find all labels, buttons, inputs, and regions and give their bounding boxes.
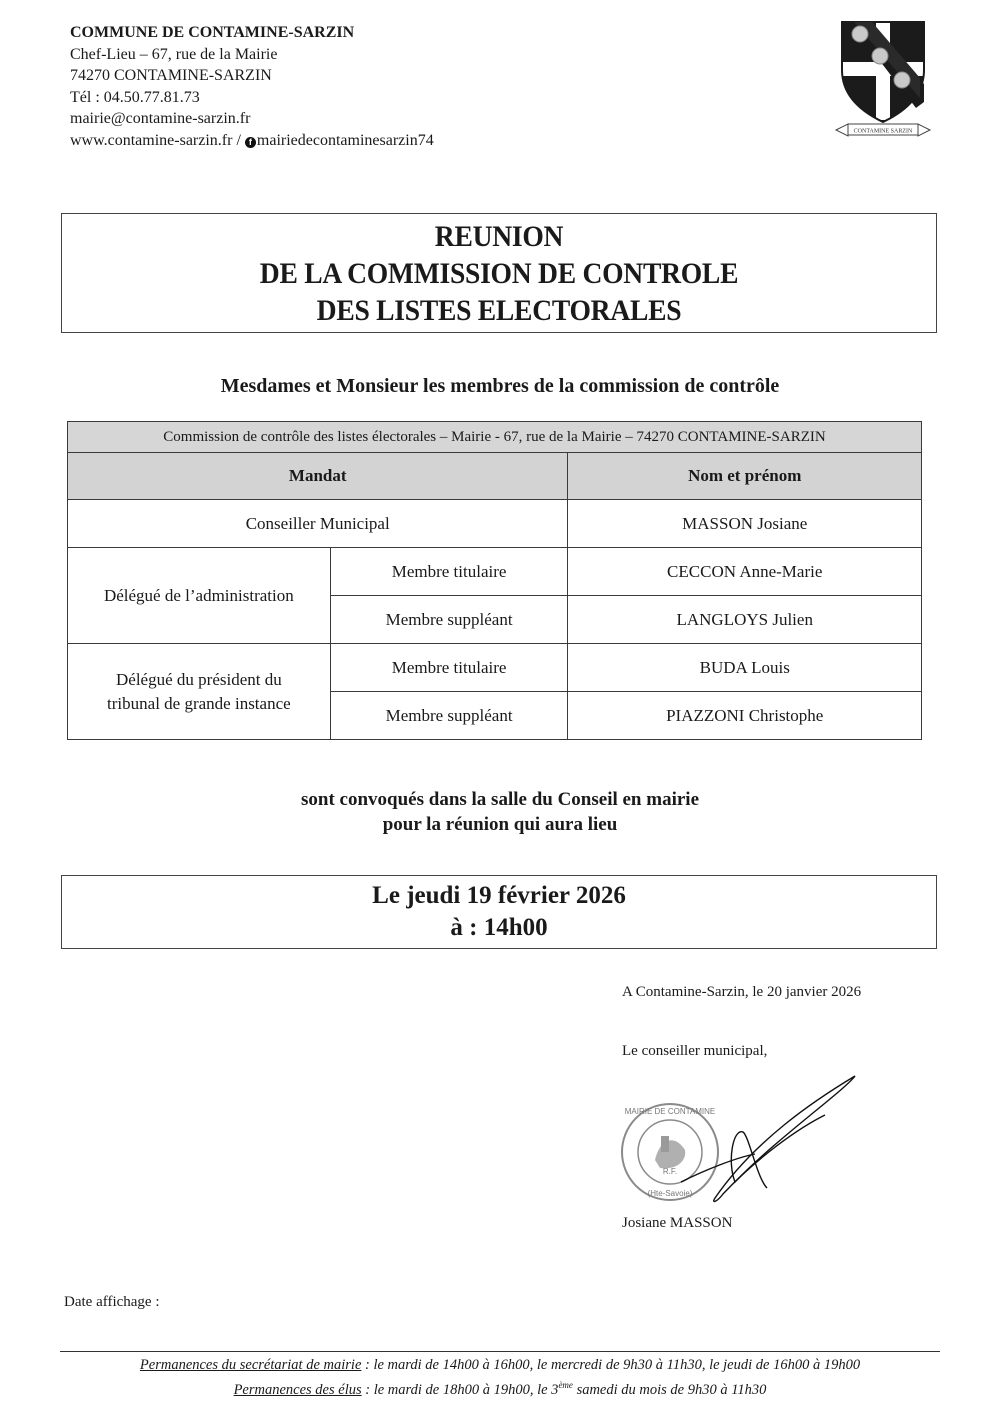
convene-text — [0, 787, 1000, 837]
cell-role: Membre suppléant — [330, 692, 568, 740]
meeting-box — [61, 875, 937, 949]
table-row — [68, 500, 922, 548]
cell-role: Membre suppléant — [330, 596, 568, 644]
svg-text:MAIRIE DE CONTAMINE: MAIRIE DE CONTAMINE — [624, 1107, 716, 1116]
place-date: A Contamine-Sarzin, le 20 janvier 2026 — [622, 984, 862, 1000]
cell-role: Membre titulaire — [330, 644, 568, 692]
cell-mandat-group — [68, 644, 331, 740]
footer-secretariat-hours: : le mardi de 14h00 à 16h00, le mercredi de 9h30 à 11h30, le jeudi de 16h00 à 19h00 — [361, 1357, 861, 1373]
web-line — [70, 130, 434, 152]
table-caption-row — [68, 422, 922, 453]
members-table — [67, 421, 922, 740]
cell-nom: PIAZZONI Christophe — [568, 692, 922, 740]
addressee: Mesdames et Monsieur les membres de la commission de contrôle — [220, 375, 780, 397]
signer-name: Josiane MASSON — [622, 1215, 733, 1231]
seal-center-text: R.F. — [662, 1167, 678, 1176]
cell-role: Membre titulaire — [330, 548, 568, 596]
commune-name: COMMUNE DE CONTAMINE-SARZIN — [70, 24, 355, 41]
table-row — [68, 644, 922, 692]
title-box — [61, 213, 937, 333]
cell-mandat-group: Délégué de l’administration — [68, 548, 331, 644]
footer-elus-label: Permanences des élus — [233, 1381, 362, 1398]
address-line2: 74270 CONTAMINE-SARZIN — [70, 67, 272, 84]
cell-nom: LANGLOYS Julien — [568, 596, 922, 644]
coat-of-arms-icon — [828, 18, 938, 138]
group2-label-line1: Délégué du président du — [116, 669, 282, 689]
table-row — [68, 548, 922, 596]
table-caption: Commission de contrôle des listes électorales – Mairie - 67, rue de la Mairie – 74270 CONTAMINE-SARZIN — [68, 422, 922, 453]
header-mandat: Mandat — [68, 453, 568, 500]
title-line3: DES LISTES ELECTORALES — [316, 294, 682, 327]
crest-ribbon-text: CONTAMINE SARZIN — [853, 128, 913, 135]
meeting-date: Le jeudi 19 février 2026 — [372, 882, 626, 909]
footer-elus-hours-b: samedi du mois de 9h30 à 11h30 — [572, 1381, 767, 1398]
footer-secretariat-label: Permanences du secrétariat de mairie — [139, 1357, 362, 1373]
address-line1: Chef-Lieu – 67, rue de la Mairie — [70, 45, 278, 63]
footer-elus-hours-a: : le mardi de 18h00 à 19h00, le 3 — [361, 1381, 559, 1398]
email-link[interactable]: mairie@contamine-sarzin.fr — [70, 110, 251, 127]
footer-line1 — [0, 1355, 1000, 1375]
posted-date-label: Date affichage : — [64, 1294, 160, 1310]
meeting-time: à : 14h00 — [450, 914, 548, 941]
seal-stamp-icon — [622, 1104, 718, 1200]
phone: Tél : 04.50.77.81.73 — [70, 88, 200, 106]
footer-line2 — [0, 1375, 1000, 1400]
cell-nom: CECCON Anne-Marie — [568, 548, 922, 596]
letterhead — [70, 22, 434, 151]
cell-mandat: Conseiller Municipal — [68, 500, 568, 548]
convene-line2: pour la réunion qui aura lieu — [382, 814, 618, 835]
title-line2: DE LA COMMISSION DE CONTROLE — [259, 257, 739, 290]
website-link[interactable]: www.contamine-sarzin.fr / — [70, 131, 245, 149]
group2-label-line2: tribunal de grande instance — [107, 693, 291, 713]
facebook-handle[interactable]: mairiedecontaminesarzin74 — [256, 131, 434, 149]
header-nom: Nom et prénom — [568, 453, 922, 500]
convene-line1: sont convoqués dans la salle du Conseil en mairie — [301, 789, 699, 810]
footer-elus-sup: ème — [558, 1380, 573, 1390]
footer — [0, 1355, 1000, 1400]
facebook-icon: f — [245, 137, 256, 148]
cell-nom: MASSON Josiane — [568, 500, 922, 548]
footer-divider — [60, 1351, 940, 1352]
table-header-row — [68, 453, 922, 500]
cell-nom: BUDA Louis — [568, 644, 922, 692]
seal-bottom-text: (Hte-Savoie) — [647, 1189, 693, 1198]
signer-role: Le conseiller municipal, — [622, 1043, 768, 1059]
title-line1: REUNION — [434, 220, 564, 253]
official-seal-signature — [615, 1070, 895, 1220]
